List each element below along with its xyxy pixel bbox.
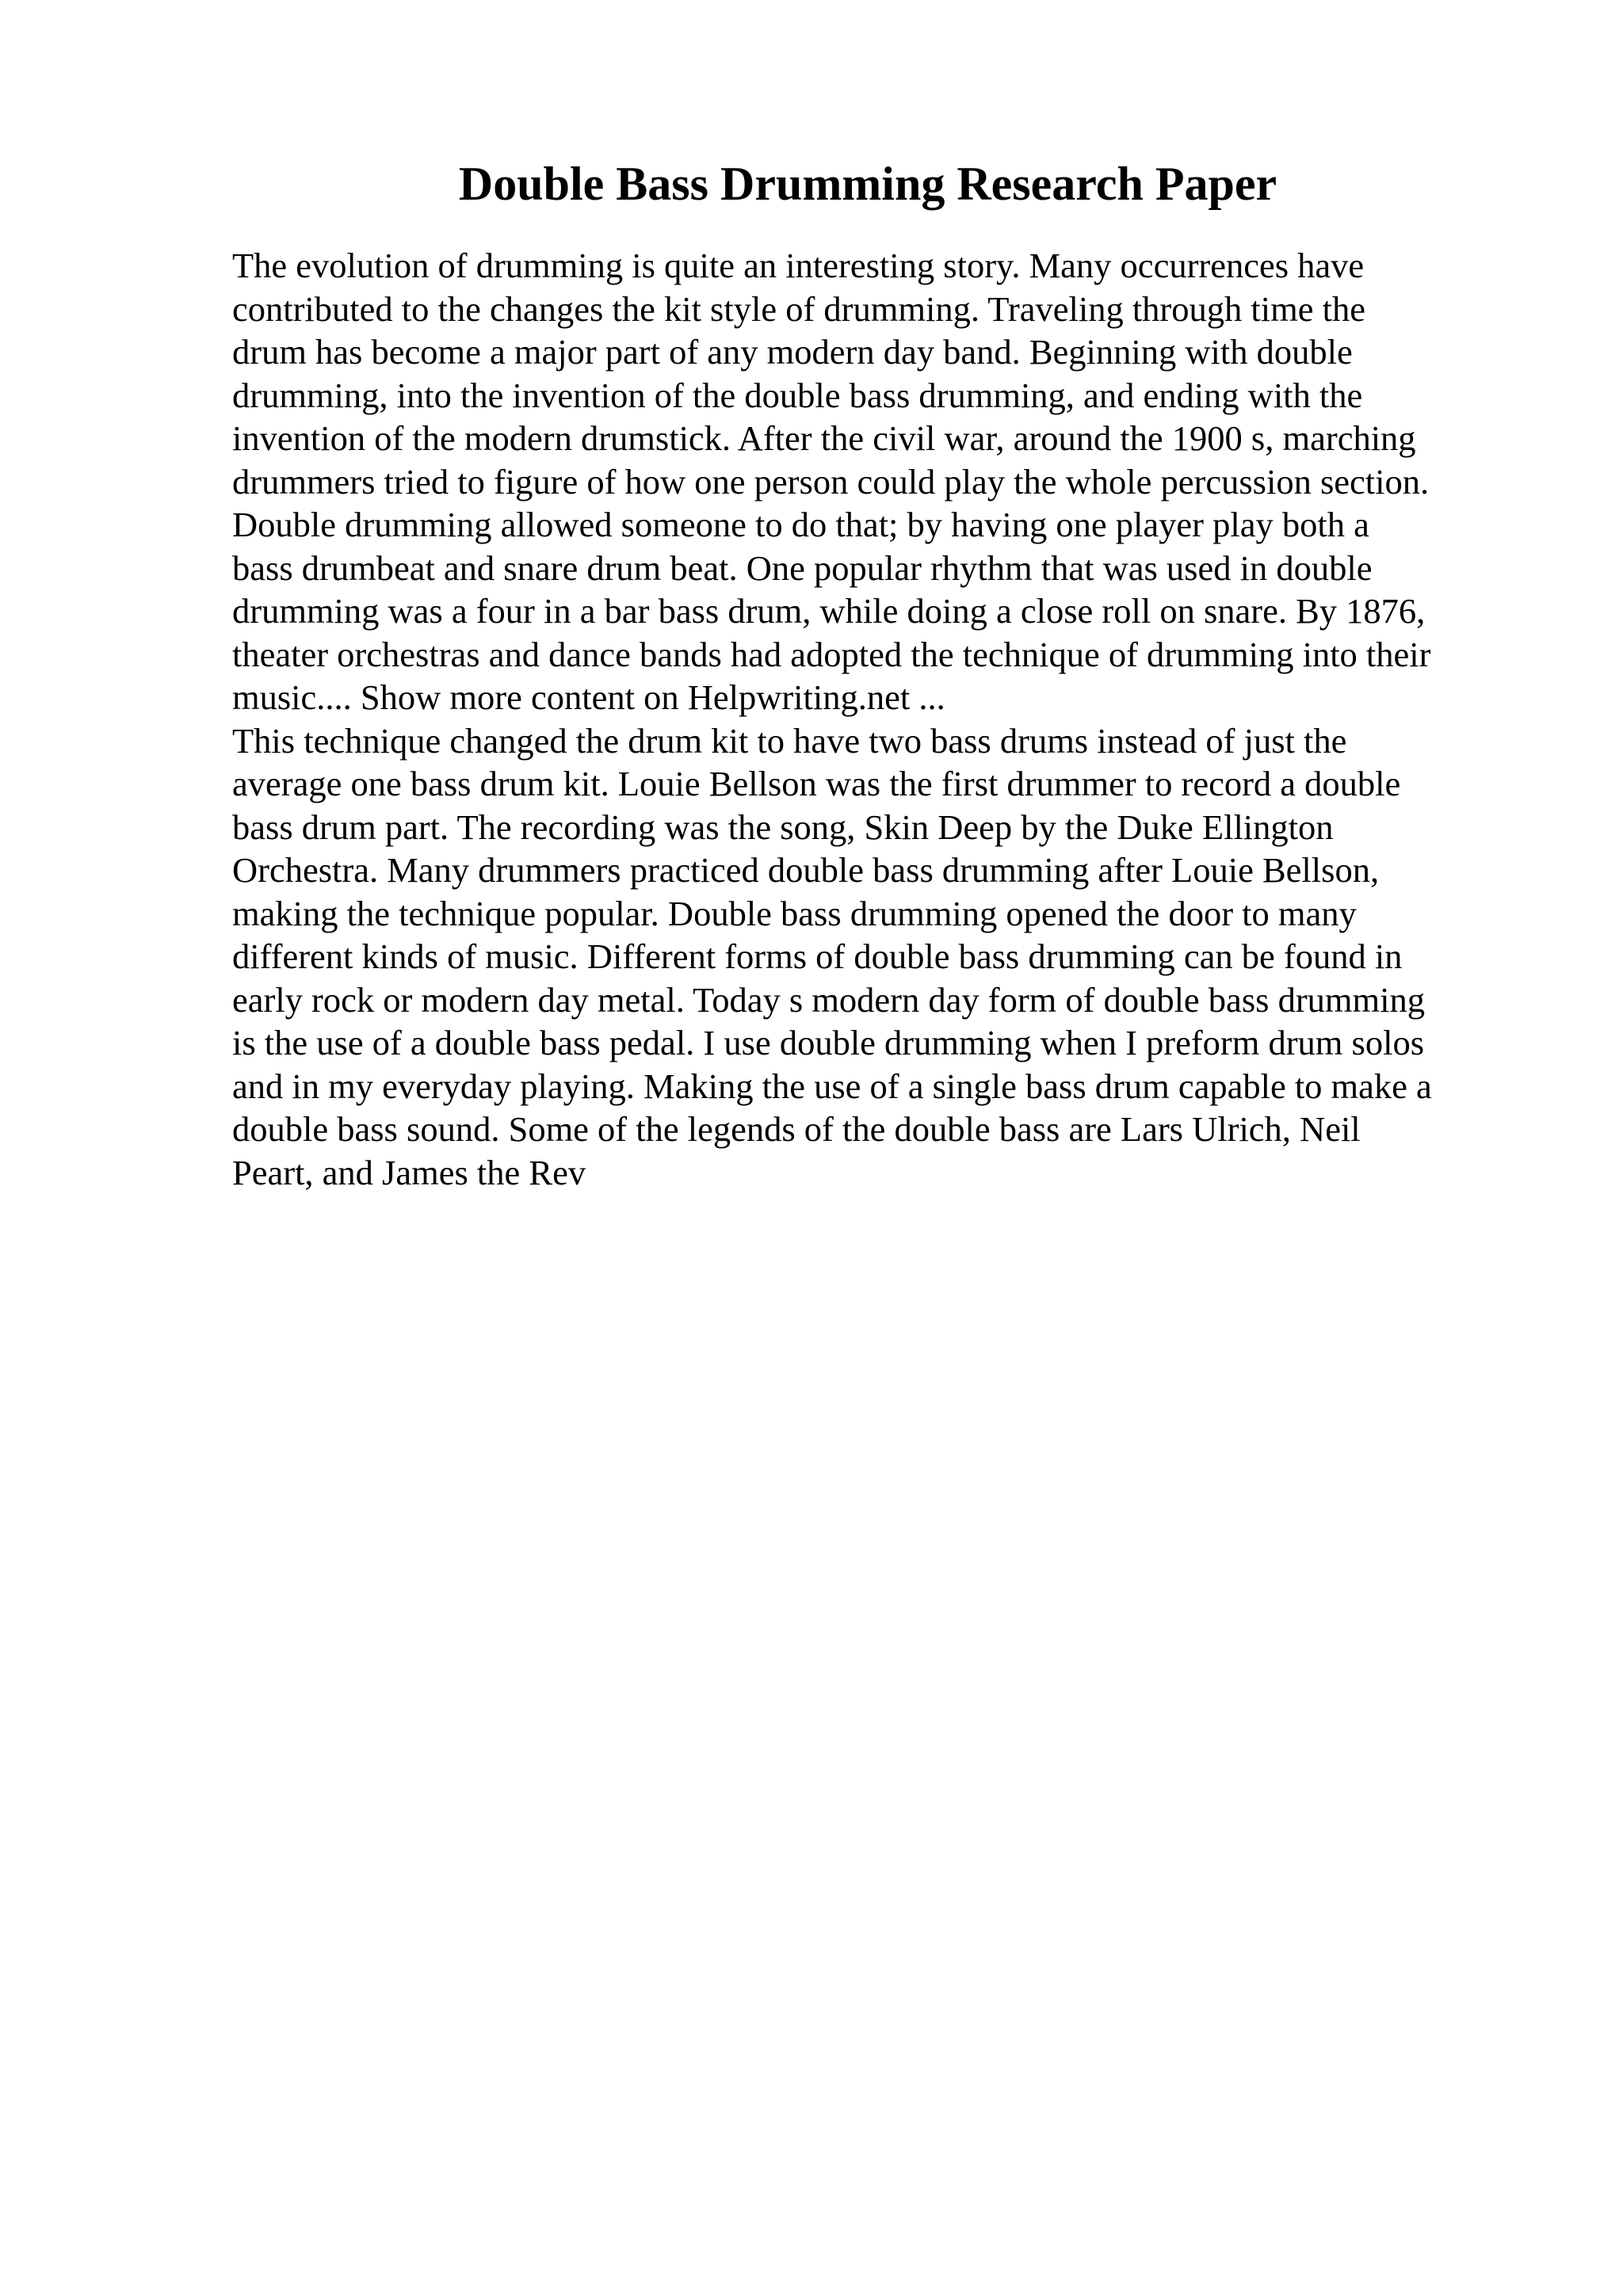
body-line: making the technique popular. Double bass drumming opened the door to many <box>232 893 1357 933</box>
body-line: theater orchestras and dance bands had adopted the technique of drumming into their <box>232 634 1431 674</box>
body-line: early rock or modern day metal. Today s modern day form of double bass drumming <box>232 979 1425 1020</box>
body-line: Peart, and James the Rev <box>232 1152 586 1192</box>
body-line: bass drumbeat and snare drum beat. One popular rhythm that was used in double <box>232 547 1373 588</box>
body-line: The evolution of drumming is quite an interesting story. Many occurrences have <box>232 246 1365 285</box>
body-line: drumming was a four in a bar bass drum, while doing a close roll on snare. By 1876, <box>232 591 1426 631</box>
body-line: is the use of a double bass pedal. I use double drumming when I preform drum solos <box>232 1023 1425 1062</box>
body-line: This technique changed the drum kit to have two bass drums instead of just the <box>232 720 1347 761</box>
body-line: invention of the modern drumstick. After the civil war, around the 1900 s, marching <box>232 418 1416 458</box>
body-line: different kinds of music. Different forms of double bass drumming can be found in <box>232 936 1403 976</box>
body-line: drumming, into the invention of the double bass drumming, and ending with the <box>232 375 1363 415</box>
document-title: Double Bass Drumming Research Paper <box>458 158 1277 210</box>
body-line: bass drum part. The recording was the song, Skin Deep by the Duke Ellington <box>232 807 1334 847</box>
body-line: double bass sound. Some of the legends of the double bass are Lars Ulrich, Neil <box>232 1109 1361 1149</box>
body-line: average one bass drum kit. Louie Bellson was the first drummer to record a double <box>232 764 1401 803</box>
body-line: Double drumming allowed someone to do that; by having one player play both a <box>232 505 1369 544</box>
body-line: drum has become a major part of any modern day band. Beginning with double <box>232 332 1353 372</box>
body-line: music.... Show more content on Helpwriting.net ... <box>232 677 945 717</box>
document-body <box>232 244 1500 1194</box>
body-line: Orchestra. Many drummers practiced double bass drumming after Louie Bellson, <box>232 850 1380 890</box>
body-line: and in my everyday playing. Making the use of a single bass drum capable to make a <box>232 1066 1432 1106</box>
body-line: contributed to the changes the kit style of drumming. Traveling through time the <box>232 288 1365 329</box>
body-line: drummers tried to figure of how one person could play the whole percussion section. <box>232 461 1430 502</box>
